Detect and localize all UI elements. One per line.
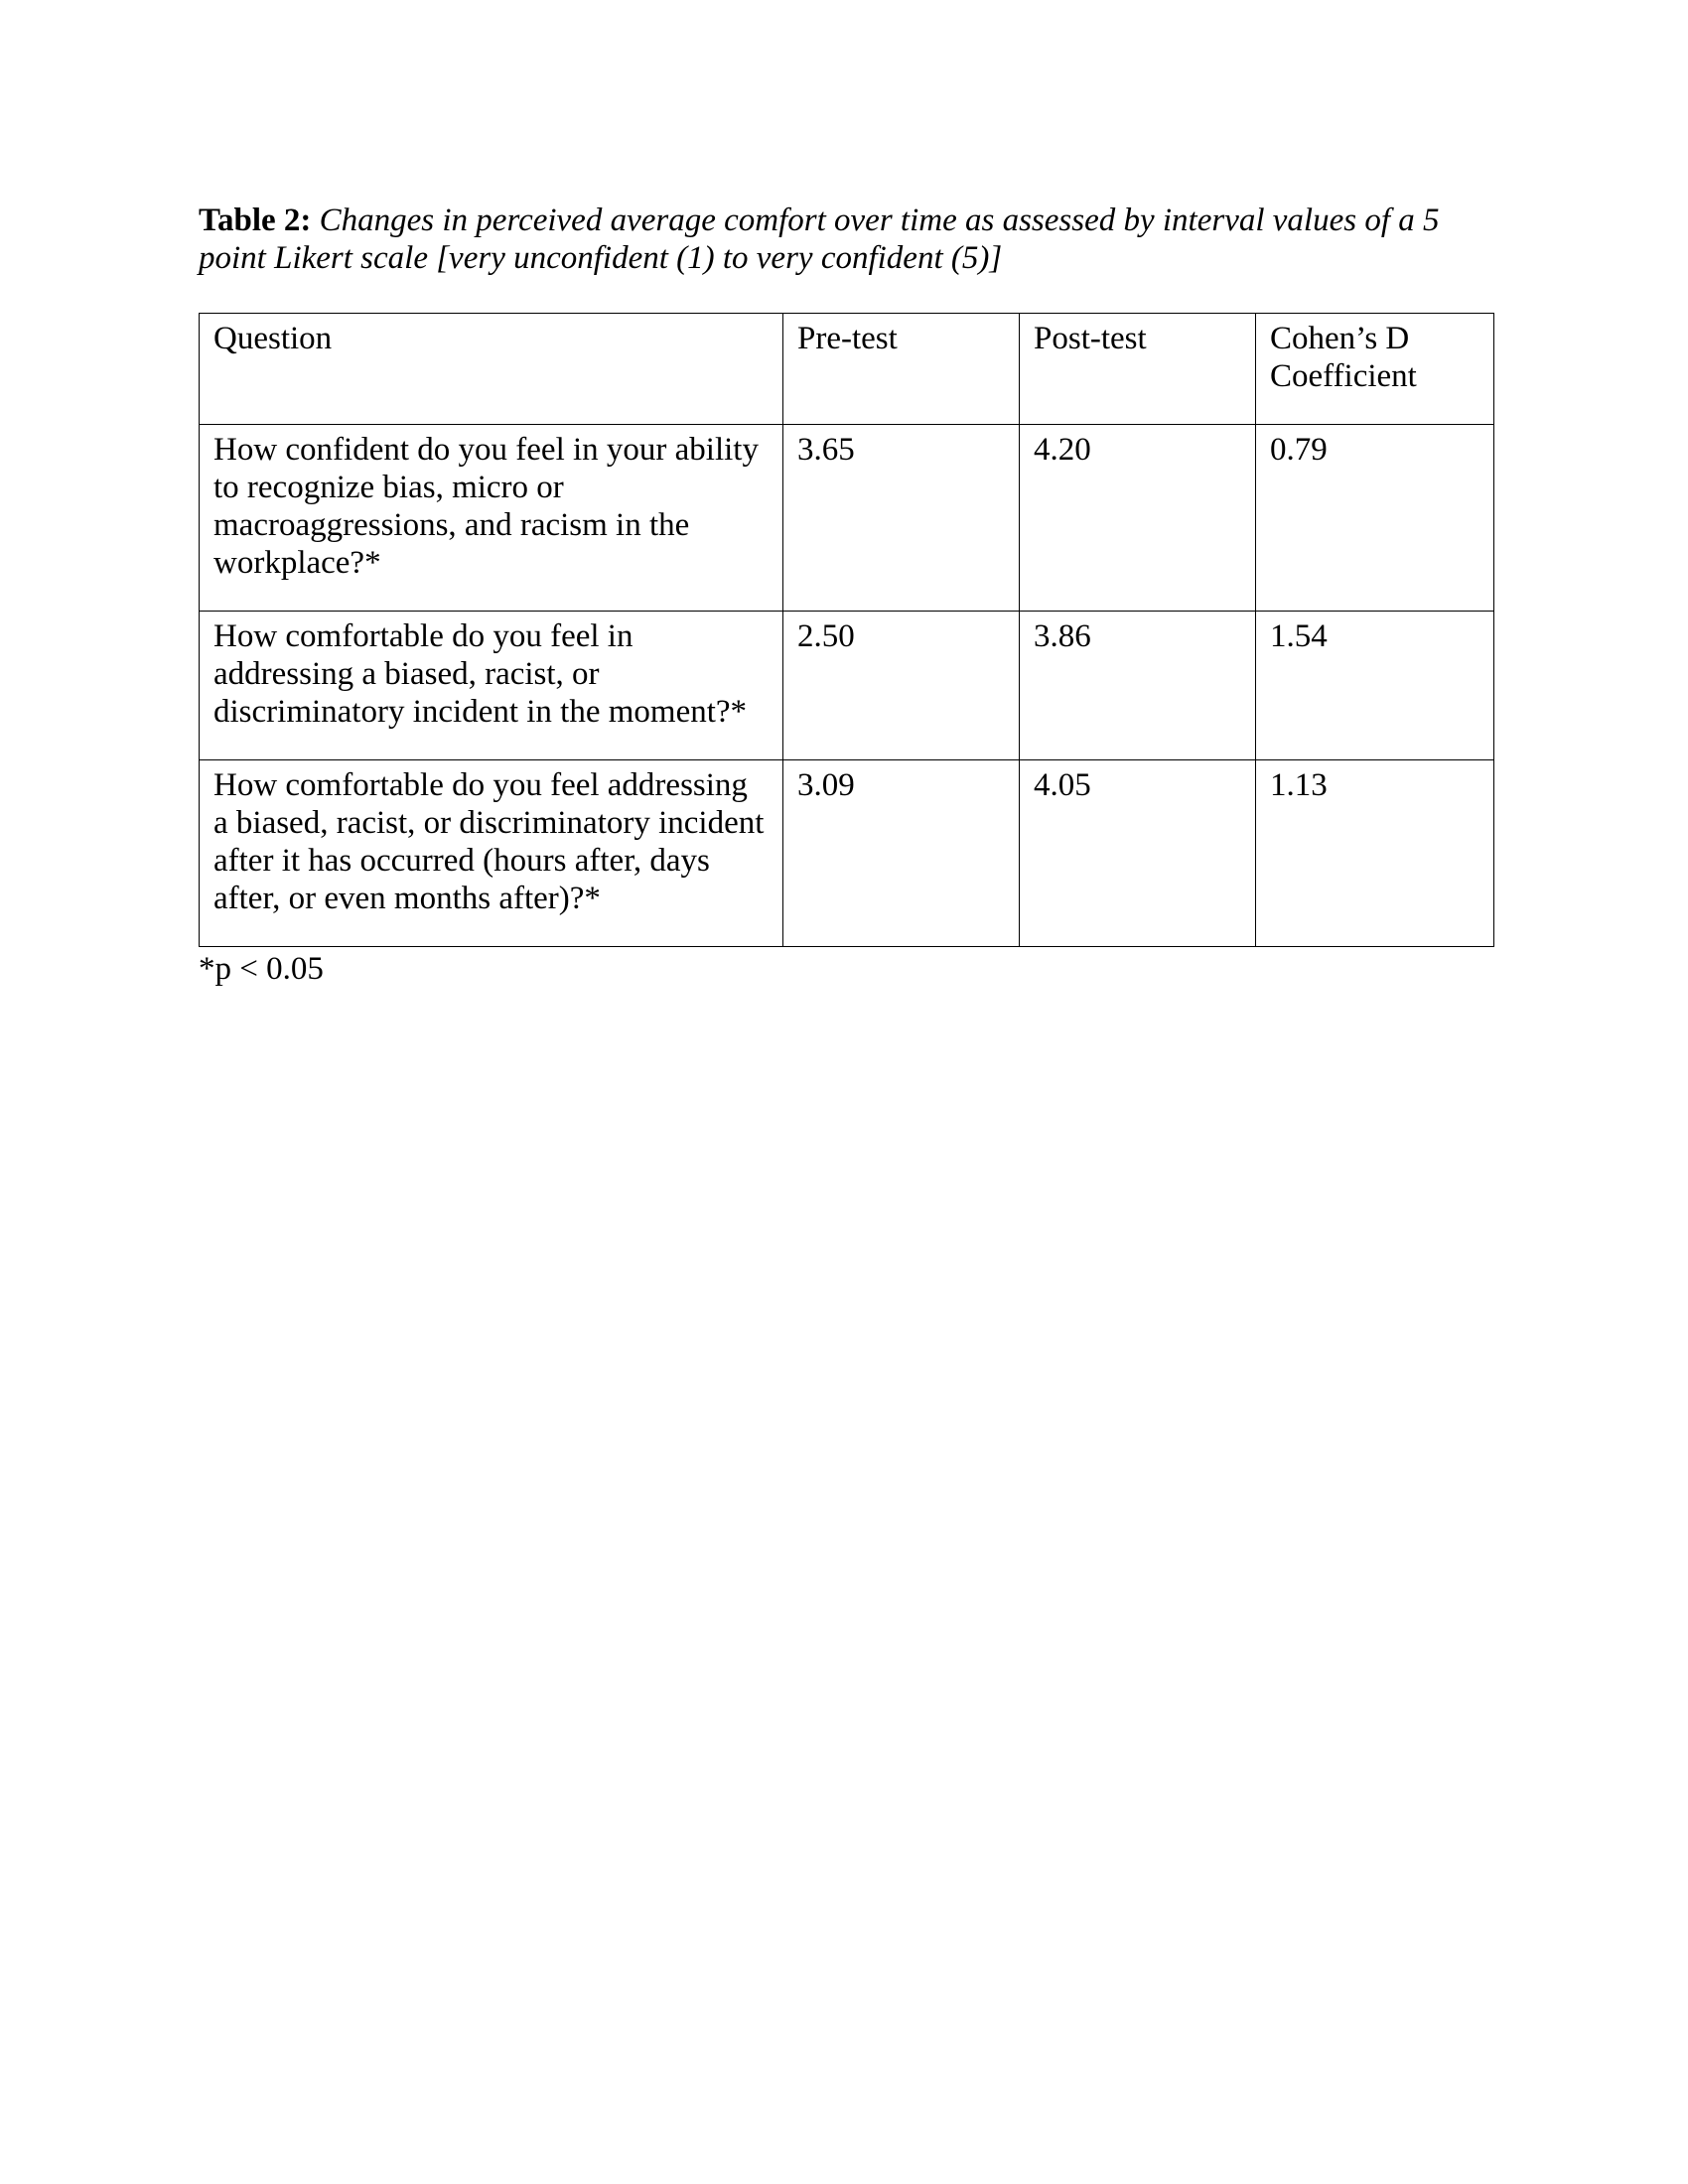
question-cell: How comfortable do you feel in addressing a biased, racist, or discriminatory incident in the moment?* — [200, 612, 783, 760]
cohens-d-cell: 0.79 — [1256, 425, 1494, 612]
header-question: Question — [200, 314, 783, 425]
cohens-d-cell: 1.13 — [1256, 760, 1494, 947]
table-row — [200, 425, 1494, 612]
post-test-cell: 3.86 — [1020, 612, 1256, 760]
table-row — [200, 612, 1494, 760]
header-cohens-d: Cohen’s D Coefficient — [1256, 314, 1494, 425]
table-caption-text: Changes in perceived average comfort over time as assessed by interval values of a 5 point Likert scale [very unconfident (1) to very confident (5)] — [199, 203, 1440, 276]
pre-test-cell: 2.50 — [783, 612, 1020, 760]
pre-test-cell: 3.09 — [783, 760, 1020, 947]
question-cell: How confident do you feel in your ability to recognize bias, micro or macroaggressions, and racism in the workplace?* — [200, 425, 783, 612]
table-row — [200, 760, 1494, 947]
results-table — [199, 313, 1494, 947]
post-test-cell: 4.20 — [1020, 425, 1256, 612]
table-caption — [199, 202, 1489, 277]
table-header-row — [200, 314, 1494, 425]
table-caption-label: Table 2: — [199, 203, 312, 238]
pre-test-cell: 3.65 — [783, 425, 1020, 612]
post-test-cell: 4.05 — [1020, 760, 1256, 947]
cohens-d-cell: 1.54 — [1256, 612, 1494, 760]
question-cell: How comfortable do you feel addressing a biased, racist, or discriminatory incident after it has occurred (hours after, days after, or even months after)?* — [200, 760, 783, 947]
significance-footnote: *p < 0.05 — [199, 951, 324, 987]
header-pre-test: Pre-test — [783, 314, 1020, 425]
header-post-test: Post-test — [1020, 314, 1256, 425]
